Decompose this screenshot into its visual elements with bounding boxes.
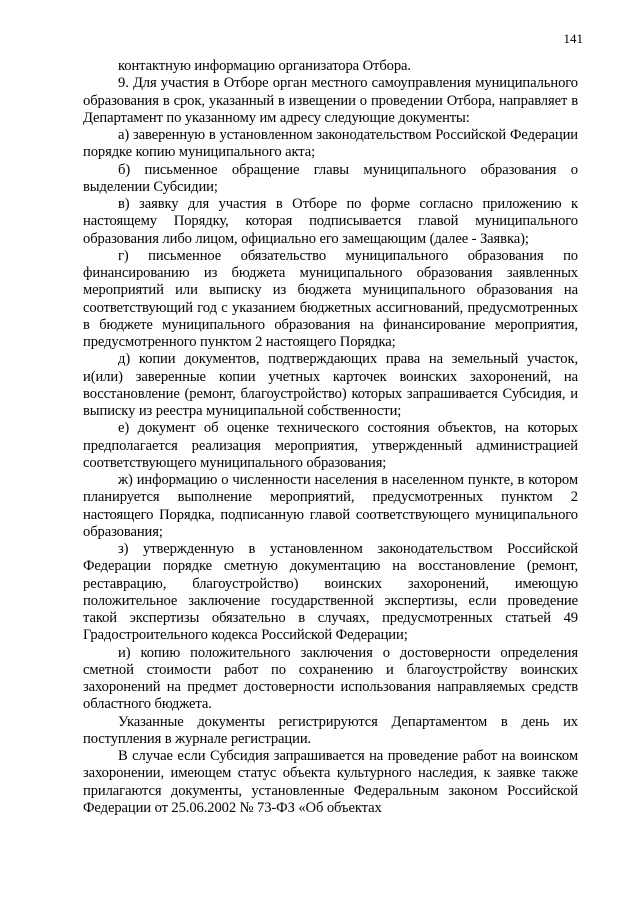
document-body: [83, 58, 578, 817]
page-number: 141: [563, 31, 583, 46]
paragraph-item-v: в) заявку для участия в Отборе по форме согласно приложению к настоящему Порядку, которая подписывается главой муниципального образования либо лицом, официально его замещающим (далее - Заявка);: [83, 196, 578, 247]
paragraph-item-e: е) документ об оценке технического состояния объектов, на которых предполагается реализация мероприятия, утвержденный администрацией соответствующего муниципального образования;: [83, 420, 578, 471]
paragraph-item-g: г) письменное обязательство муниципального образования по финансированию из бюджета муниципального образования заявленных мероприятий или выписку из бюджета муниципального образования на соответствующий год с указанием бюджетных ассигнований, предусмотренных в бюджете муниципального образования на финансирование мероприятия, предусмотренного пунктом 2 настоящего Порядка;: [83, 247, 578, 350]
paragraph-registration: Указанные документы регистрируются Департаментом в день их поступления в журнале регистрации.: [83, 713, 578, 747]
paragraph-item-z: з) утвержденную в установленном законодательством Российской Федерации порядке сметную документацию на восстановление (ремонт, реставрацию, благоустройство) воинских захоронений, имеющую положительное заключение государственной экспертизы, если проведение такой экспертизы обязательно в случаях, предусмотренных статьей 49 Градостроительного кодекса Российской Федерации;: [83, 541, 578, 644]
paragraph-contact-info: контактную информацию организатора Отбора.: [118, 58, 411, 74]
paragraph-item-d: д) копии документов, подтверждающих права на земельный участок, и(или) заверенные копии учетных карточек воинских захоронений, на восстановление (ремонт, благоустройство) которых запрашивается Субсидия, и выписку из реестра муниципальной собственности;: [83, 351, 578, 419]
paragraph-cultural-heritage: В случае если Субсидия запрашивается на проведение работ на воинском захоронении, имеющем статус объекта культурного наследия, к заявке также прилагаются документы, установленные Федеральным законом Российской Федерации от 25.06.2002 № 73-ФЗ «Об объектах: [83, 748, 578, 816]
paragraph-item-i: и) копию положительного заключения о достоверности определения сметной стоимости работ по сохранению и благоустройству воинских захоронений на предмет достоверности использования направляемых средств областного бюджета.: [83, 644, 578, 713]
paragraph-item-9: 9. Для участия в Отборе орган местного самоуправления муниципального образования в срок, указанный в извещении о проведении Отбора, направляет в Департамент по указанному им адресу следующие документы:: [83, 75, 578, 126]
paragraph-item-zh: ж) информацию о численности населения в населенном пункте, в котором планируется выполнение мероприятий, предусмотренных пунктом 2 настоящего Порядка, подписанную главой соответствующего муниципального образования;: [83, 472, 578, 540]
paragraph-item-a: а) заверенную в установленном законодательством Российской Федерации порядке копию муниципального акта;: [83, 127, 578, 161]
paragraph-item-b: б) письменное обращение главы муниципального образования о выделении Субсидии;: [83, 161, 578, 195]
